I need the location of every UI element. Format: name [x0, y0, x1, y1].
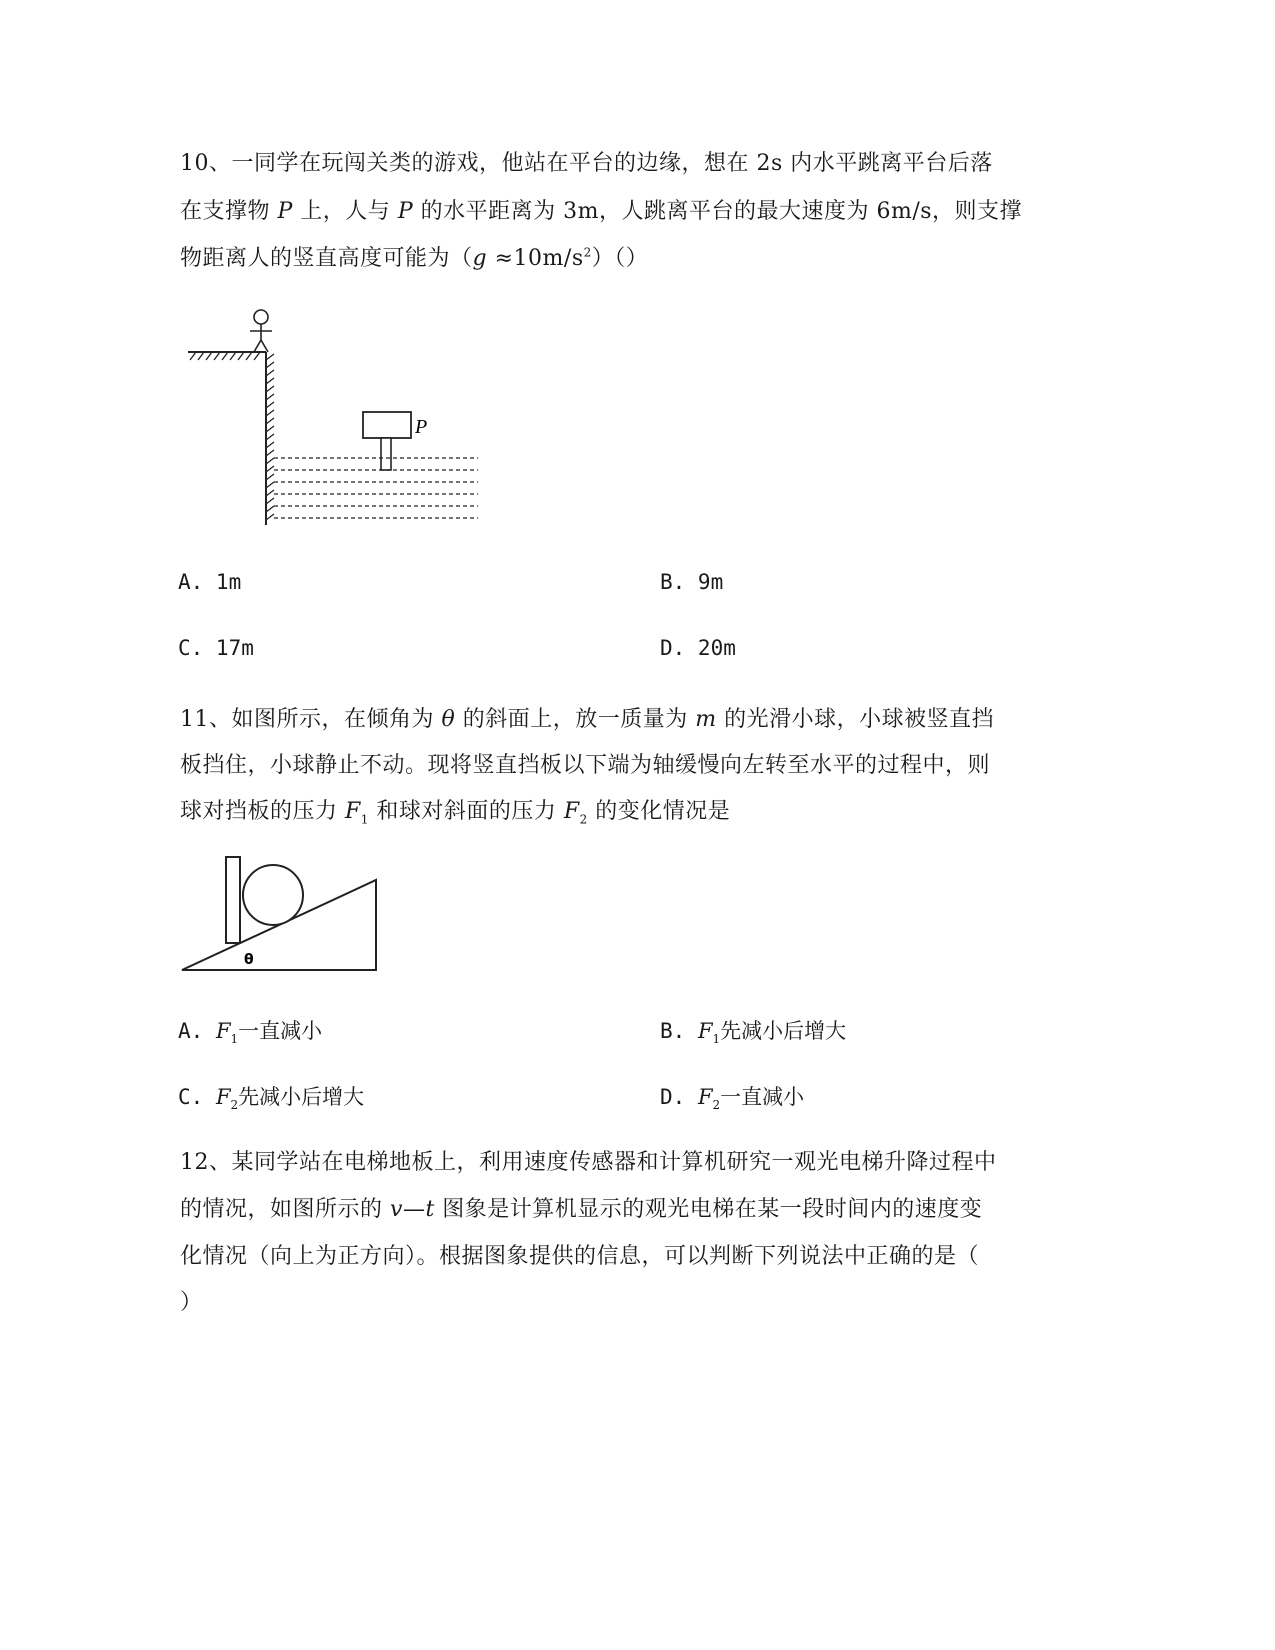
var-F: F: [563, 799, 580, 824]
q12-line-2-b: 图象是计算机显示的观光电梯在某一段时间内的速度变: [434, 1197, 983, 1222]
var-m: m: [695, 707, 717, 732]
q10-figure: [180, 300, 500, 540]
var-P: P: [277, 199, 293, 224]
theta-label: θ: [244, 952, 254, 968]
support-P-label: P: [415, 416, 428, 438]
q12-line-1: 12、某同学站在电梯地板上，利用速度传感器和计算机研究一观光电梯升降过程中: [180, 1150, 997, 1175]
q10-option-b: B. 9m: [660, 570, 724, 594]
support-P-post: [381, 438, 391, 470]
q11-option-a: [178, 1015, 322, 1046]
ball: [243, 865, 303, 925]
q10-line-3-end: ）（）: [591, 246, 649, 271]
q10-line-3: [180, 241, 648, 272]
q11-figure: [180, 852, 380, 974]
var-F: F: [345, 799, 361, 824]
option-text: 先减小后增大: [720, 1019, 847, 1043]
q11-line-3-a: 球对挡板的压力: [180, 799, 345, 824]
subscript-2: 2: [579, 812, 588, 827]
var-v: v: [390, 1197, 403, 1222]
option-prefix: C.: [178, 1085, 216, 1109]
q10-line-2-c: 的水平距离为 3m，人跳离平台的最大速度为 6m/s，则支撑: [413, 199, 1023, 224]
q12-line-3: 化情况（向上为正方向）。根据图象提供的信息，可以判断下列说法中正确的是（: [180, 1244, 980, 1269]
subscript-1: 1: [360, 812, 369, 827]
var-F: F: [215, 1019, 231, 1043]
var-t: t: [425, 1197, 435, 1222]
q10-line-2-b: 上，人与: [292, 199, 398, 224]
var-F: F: [697, 1085, 713, 1109]
var-F: F: [215, 1085, 231, 1109]
person-icon: [250, 310, 272, 352]
q10-line-3-a: 物距离人的竖直高度可能为（: [180, 246, 473, 271]
var-P: P: [397, 199, 414, 224]
q12-line-4: ）: [180, 1290, 203, 1315]
q11-line-2: 板挡住，小球静止不动。现将竖直挡板以下端为轴缓慢向左转至水平的过程中，则: [180, 753, 991, 778]
option-text: 一直减小: [238, 1019, 323, 1043]
q10-option-a: A. 1m: [178, 570, 242, 594]
approx-sign: ≈: [487, 246, 514, 271]
q10-option-d: D. 20m: [660, 636, 736, 660]
option-text: 先减小后增大: [238, 1085, 365, 1109]
subscript: 2: [230, 1098, 239, 1113]
gravity-exponent: 2: [583, 245, 592, 260]
gravity-value: 10m/s: [513, 246, 584, 271]
wall-hatching: [266, 354, 274, 520]
q11-line-3-b: 和球对斜面的压力: [368, 799, 564, 824]
q11-option-b: [660, 1015, 846, 1046]
option-text: 一直减小: [720, 1085, 805, 1109]
q12-line-2-a: 的情况，如图所示的: [180, 1197, 390, 1222]
subscript: 2: [712, 1098, 721, 1113]
q11-line-1-b: 的斜面上，放一质量为: [455, 707, 696, 732]
option-prefix: A.: [178, 1019, 216, 1043]
q10-line-2-a: 在支撑物: [180, 199, 278, 224]
q12-line-2: [180, 1192, 982, 1223]
q11-line-1-a: 11、如图所示，在倾角为: [180, 707, 442, 732]
q11-line-3-c: 的变化情况是: [587, 799, 731, 824]
ground-hatching: [190, 352, 260, 360]
option-prefix: B.: [660, 1019, 698, 1043]
q11-line-1: [180, 702, 994, 733]
q10-line-1: 10、一同学在玩闯关类的游戏，他站在平台的边缘，想在 2s 内水平跳离平台后落: [180, 151, 993, 176]
q11-option-c: [178, 1081, 364, 1112]
water-lines: [274, 458, 478, 518]
option-prefix: D.: [660, 1085, 698, 1109]
q11-option-d: [660, 1081, 804, 1112]
var-g: g: [472, 246, 488, 271]
dash: —: [402, 1197, 426, 1222]
q10-line-2: [180, 194, 1022, 225]
var-F: F: [697, 1019, 713, 1043]
vertical-board: [226, 857, 240, 943]
support-P-block: [363, 412, 411, 438]
q11-line-3: [180, 794, 730, 826]
var-theta: θ: [441, 707, 456, 732]
subscript: 1: [712, 1032, 721, 1047]
subscript: 1: [230, 1032, 239, 1047]
q11-line-1-c: 的光滑小球，小球被竖直挡: [716, 707, 995, 732]
q10-option-c: C. 17m: [178, 636, 254, 660]
